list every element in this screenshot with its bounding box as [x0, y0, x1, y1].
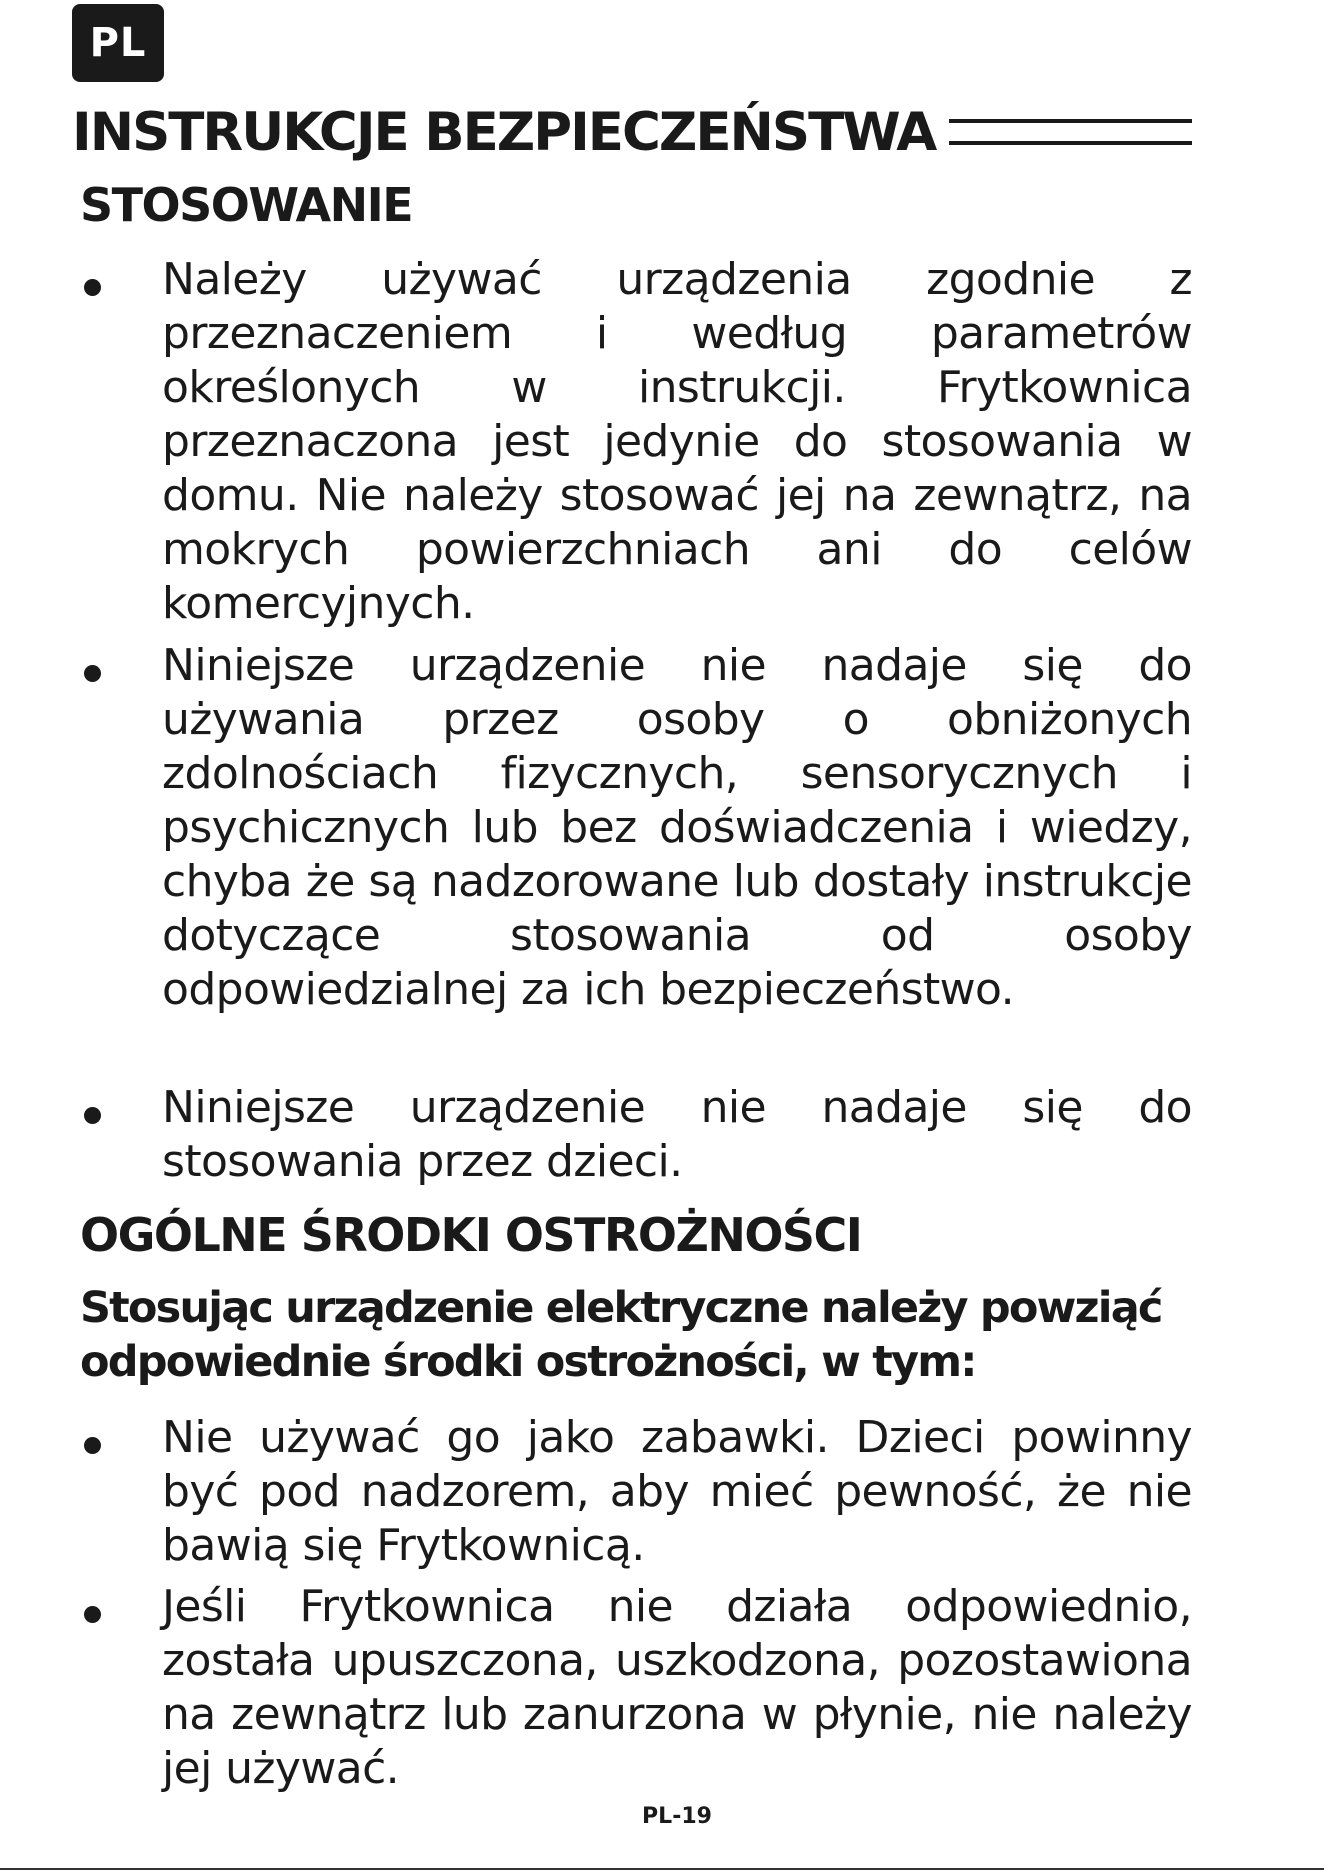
bottom-rule [0, 1868, 1324, 1870]
bullet-icon [84, 1437, 101, 1454]
bullet-text: Niniejsze urządzenie nie nadaje się do używania przez osoby o obniżonych zdolnościach fizycznych, sensorycznych i psychicznych lub bez doświadczenia i wiedzy, chyba że są nadzorowane lub dostały instrukcje dotyczące stosowania od osoby odpowiedzialnej za ich bezpieczeństwo. [162, 640, 1192, 1015]
title-rule-top [949, 119, 1192, 123]
list-item [80, 253, 1192, 631]
list-item [80, 1580, 1192, 1796]
bullet-icon [84, 1107, 101, 1124]
page-number: PL-19 [642, 1804, 712, 1829]
bullet-icon [84, 279, 101, 296]
list-item [80, 1081, 1192, 1189]
bullet-icon [84, 1606, 101, 1623]
bullet-text: Należy używać urządzenia zgodnie z przeznaczeniem i według parametrów określonych w instrukcji. Frytkownica przeznaczona jest jedynie do stosowania w domu. Nie należy stosować jej na zewnątrz, na mokrych powierzchniach ani do celów komercyjnych. [162, 254, 1192, 629]
bullet-text: Jeśli Frytkownica nie działa odpowiednio, została upuszczona, uszkodzona, pozostawiona na zewnątrz lub zanurzona w płynie, nie należy jej używać. [162, 1581, 1192, 1794]
title-decoration [949, 119, 1192, 145]
page-title: INSTRUKCJE BEZPIECZEŃSTWA [72, 101, 936, 163]
title-row [72, 96, 1192, 168]
bullet-text: Nie używać go jako zabawki. Dzieci powinny być pod nadzorem, aby mieć pewność, że nie bawią się Frytkownicą. [162, 1412, 1192, 1571]
language-badge: PL [72, 4, 164, 82]
bullet-text: Niniejsze urządzenie nie nadaje się do stosowania przez dzieci. [162, 1082, 1192, 1187]
list-item [80, 639, 1192, 1017]
list-item [80, 1411, 1192, 1573]
section-heading-usage: STOSOWANIE [80, 178, 413, 232]
bullet-icon [84, 665, 101, 682]
section-intro: Stosując urządzenie elektryczne należy powziąć odpowiednie środki ostrożności, w tym: [80, 1283, 1162, 1387]
title-rule-bottom [949, 141, 1192, 145]
section-heading-precautions: OGÓLNE ŚRODKI OSTROŻNOŚCI [80, 1208, 862, 1262]
